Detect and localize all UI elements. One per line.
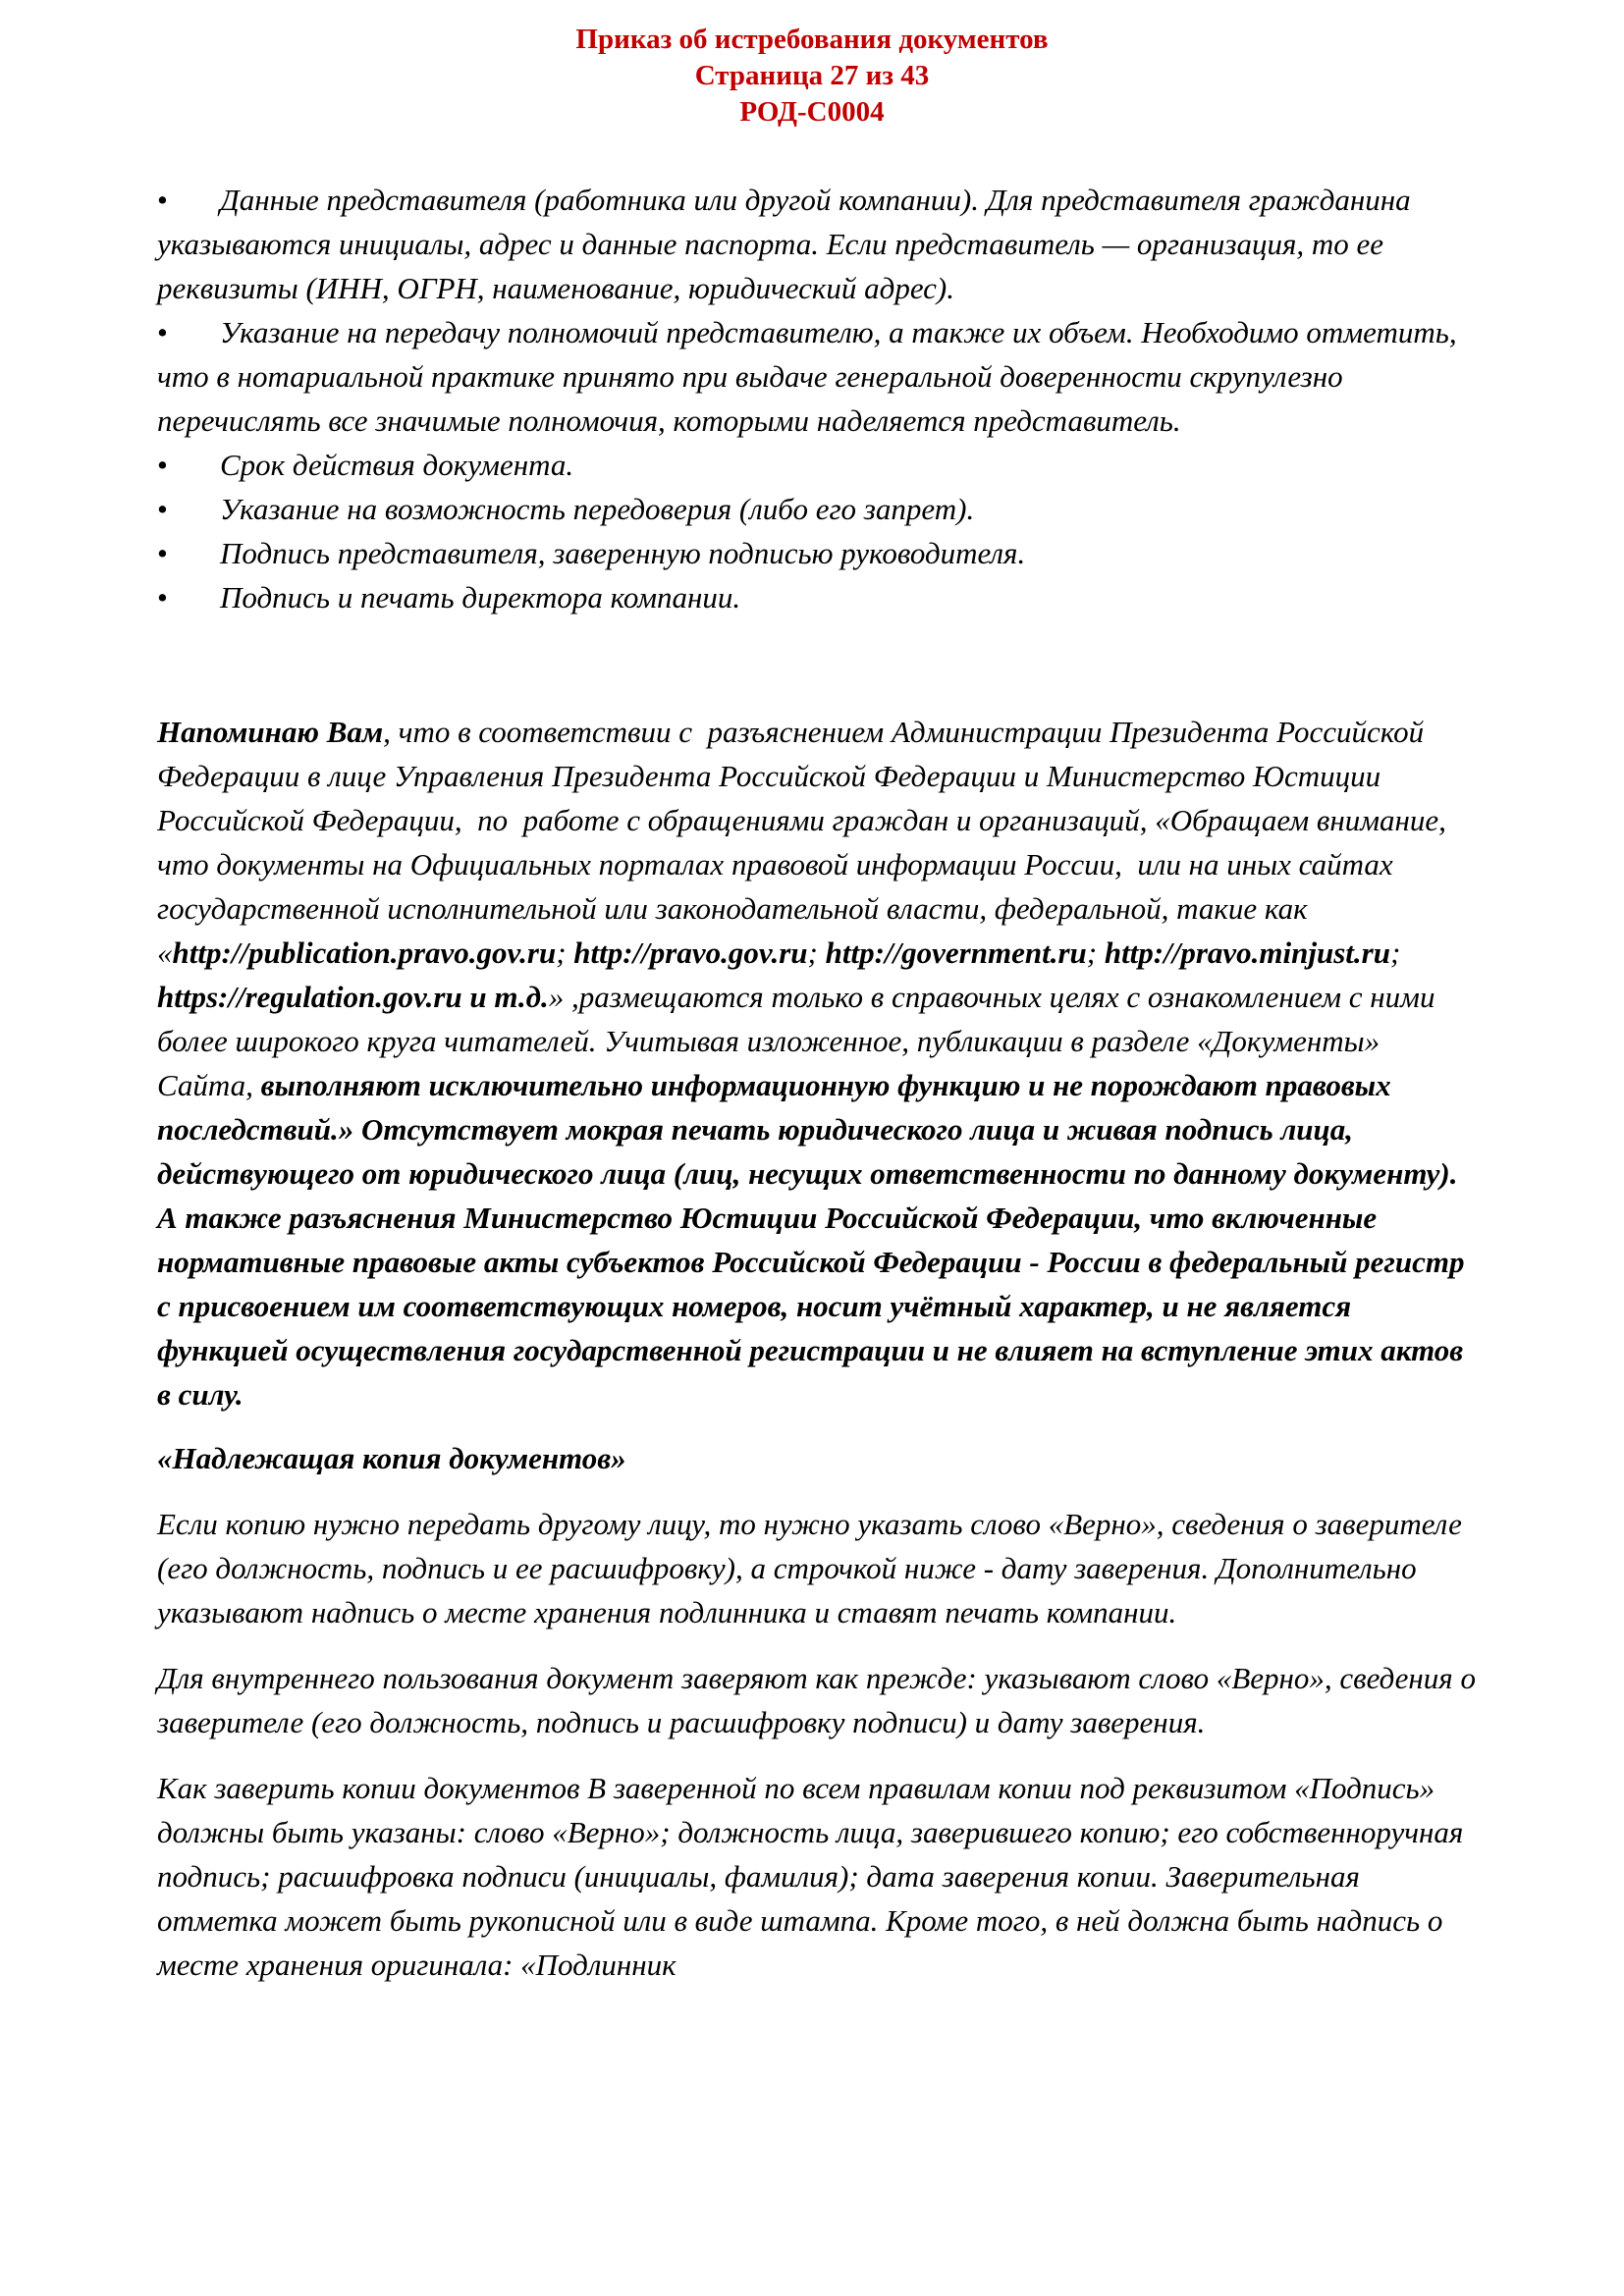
header-page-info: Страница 27 из 43: [694, 60, 930, 91]
bullet-item-director-signature: [157, 575, 1479, 619]
paragraph-internal-use: Для внутреннего пользования документ заверяют как прежде: указывают слово «Верно», сведения о заверителе (его должность, подпись и расшифровку подписи) и дату заверения.: [157, 1661, 1484, 1739]
paragraph-copy-transfer: Если копию нужно передать другому лицу, то нужно указать слово «Верно», сведения о заверителе (его должность, подпись и ее расшифровку), а строчкой ниже - дату заверения. Дополнительно указывают надпись о месте хранения подлинника и ставят печать компании.: [157, 1507, 1470, 1629]
bullet-marker: •: [157, 580, 168, 614]
section-heading: «Надлежащая копия документов»: [157, 1441, 626, 1475]
bullet-marker: •: [157, 315, 168, 349]
header-title: Приказ об истребования документов: [575, 24, 1049, 55]
bullet-text: Данные представителя (работника или другой компании). Для представителя гражданина указываются инициалы, адрес и данные паспорта. Если представитель — организация, то ее реквизиты (ИНН, ОГРН, наименование, юридический адрес).: [157, 183, 1419, 305]
bullet-text: Указание на передачу полномочий представителю, а также их объем. Необходимо отметить, что в нотариальной практике принято при выдаче генеральной доверенности скрупулезно перечислять все значимые полномочия, которыми наделяется представитель.: [157, 315, 1465, 438]
bullet-item-representative-data: [157, 178, 1479, 310]
bullet-text: Подпись и печать директора компании.: [220, 580, 741, 614]
paragraph-how-to-certify: Как заверить копии документов В заверенной по всем правилам копии под реквизитом «Подпись» должны быть указаны: слово «Верно»; должность лица, заверившего копию; его собственноручная подпись; расшифровка подписи (инициалы, фамилия); дата заверения копии. Заверительная отметка может быть рукописной или в виде штампа. Кроме того, в ней должна быть надпись о месте хранения оригинала: «Подлинник: [157, 1771, 1472, 1982]
page-header: [0, 0, 1624, 131]
bullet-text: Подпись представителя, заверенную подписью руководителя.: [220, 536, 1026, 570]
bullet-item-powers-transfer: [157, 310, 1479, 443]
header-doc-code: РОД-С0004: [739, 96, 885, 128]
bullet-text: Указание на возможность передоверия (либо его запрет).: [220, 492, 975, 526]
bullet-item-representative-signature: [157, 531, 1479, 575]
bullet-item-validity-period: [157, 443, 1479, 487]
bullet-marker: •: [157, 492, 168, 526]
bullet-marker: •: [157, 536, 168, 570]
bullet-text: Срок действия документа.: [220, 448, 574, 482]
bullet-marker: •: [157, 448, 168, 482]
reminder-paragraph: Напоминаю Вам, что в соответствии с разъяснением Администрации Президента Российской Федерации в лице Управления Президента Российской Федерации и Министерство Юстиции Российской Федерации, по работе с обращениями граждан и организаций, «Обращаем внимание, что документы на Официальных порталах правовой информации России, или на иных сайтах государственной исполнительной или законодательной власти, федеральной, такие как «http://publication.pravo.gov.ru; http://pravo.gov.ru; http://government.ru; http://pravo.minjust.ru; https://regulation.gov.ru и т.д.» ,размещаются только в справочных целях с ознакомлением с ними более широкого круга читателей. Учитывая изложенное, публикации в разделе «Документы» Сайта, выполняют исключительно информационную функцию и не порождают правовых последствий.» Отсутствует мокрая печать юридического лица и живая подпись лица, действующего от юридического лица (лиц, несущих ответственности по данному документу). А также разъяснения Министерство Юстиции Российской Федерации, что включенные нормативные правовые акты субъектов Российской Федерации - России в федеральный регистр с присвоением им соответствующих номеров, носит учётный характер, и не является функцией осуществления государственной регистрации и не влияет на вступление этих актов в силу.: [157, 715, 1473, 1412]
bullet-item-substitution: [157, 487, 1479, 531]
bullet-marker: •: [157, 183, 168, 217]
document-body: [157, 178, 1484, 1987]
